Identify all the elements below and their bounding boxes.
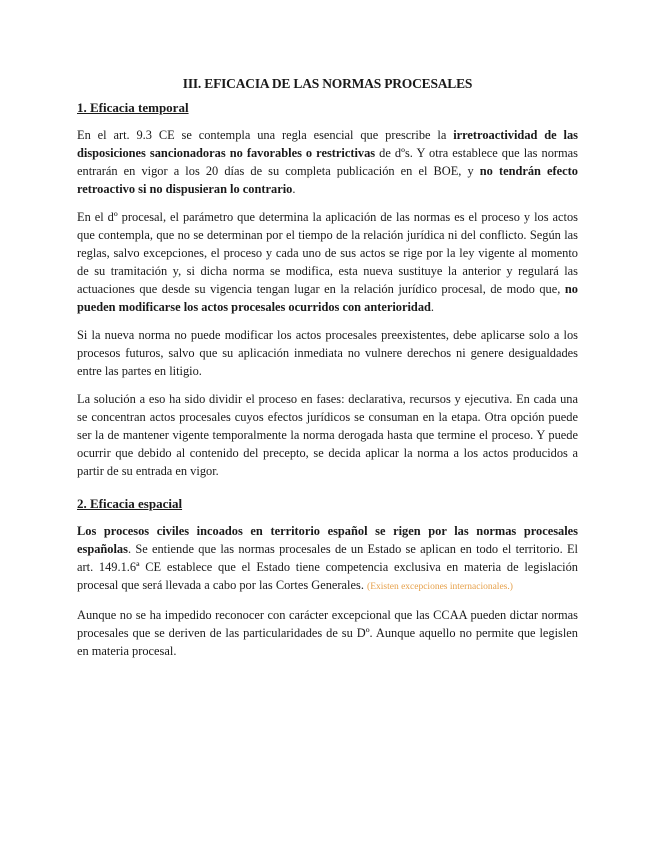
text-run: de dºs. Y otra establece que las normas entrarán en vigor a los 20 días de su completa publicación en el BOE, y: [77, 146, 578, 178]
section-spacer: [77, 480, 578, 496]
bold-run: no pueden modificarse los actos procesales ocurridos con anterioridad: [77, 282, 578, 314]
text-run: En el art. 9.3 CE se contempla una regla esencial que prescribe la: [77, 128, 454, 142]
page-title: III. EFICACIA DE LAS NORMAS PROCESALES: [182, 76, 473, 91]
text-run: .: [292, 182, 296, 196]
text-run: . Se entiende que las normas procesales de un Estado se aplican en todo el territorio. El art. 149.1.6ª CE establece que el Estado tiene competencia exclusiva en materia de legislación procesal que será llevada a cabo por las Cortes Generales.: [77, 542, 578, 592]
text-run: .: [430, 300, 435, 314]
bold-run: no tendrán efecto retroactivo si no dispusieran lo contrario: [77, 164, 578, 196]
paragraph-temporal-3: Si la nueva norma no puede modificar los actos procesales preexistentes, debe aplicarse solo a los procesos futuros, salvo que su aplicación inmediata no vulnere derechos ni genere desigualdades entre las partes en litigio.: [77, 328, 578, 378]
section-heading-espacial: 2. Eficacia espacial: [77, 496, 183, 511]
paragraph-temporal-4: La solución a eso ha sido dividir el proceso en fases: declarativa, recursos y ejecutiva. En cada una se concentran actos procesales cuyos efectos jurídicos se consuman en la etapa. Otra opción puede ser la de mantener vigente temporalmente la norma derogada hasta que termine el proceso. Y puede ocurrir que debido al contenido del precepto, se decida aplicar la norma a los actos producidos a partir de su entrada en vigor.: [77, 392, 578, 478]
section-heading-temporal: 1. Eficacia temporal: [77, 100, 189, 115]
paragraph-temporal-1: [77, 126, 578, 198]
paragraph-temporal-2: [77, 208, 578, 316]
bold-run: irretroactividad de las disposiciones sancionadoras no favorables o restrictivas: [77, 128, 578, 160]
bold-run: Los procesos civiles incoados en territorio español se rigen por las normas procesales españolas: [77, 524, 578, 556]
margin-note: (Existen excepciones internacionales.): [367, 582, 513, 592]
paragraph-espacial-2: Aunque no se ha impedido reconocer con carácter excepcional que las CCAA pueden dictar normas procesales que se deriven de las particularidades de su Dº. Aunque aquello no permite que legislen en materia procesal.: [77, 608, 578, 658]
text-run: En el dº procesal, el parámetro que determina la aplicación de las normas es el proceso y los actos que contempla, que no se determinan por el tiempo de la relación jurídica ni del conflicto. Según las reglas, salvo excepciones, el proceso y cada uno de sus actos se rige por la ley vigente al momento de su tramitación y, si dicha norma se modifica, esta nueva sustituye la anterior y regulará las actuaciones que desde su vigencia tengan lugar en la relación jurídico procesal, de modo que,: [77, 210, 578, 296]
paragraph-espacial-1: [77, 522, 578, 596]
